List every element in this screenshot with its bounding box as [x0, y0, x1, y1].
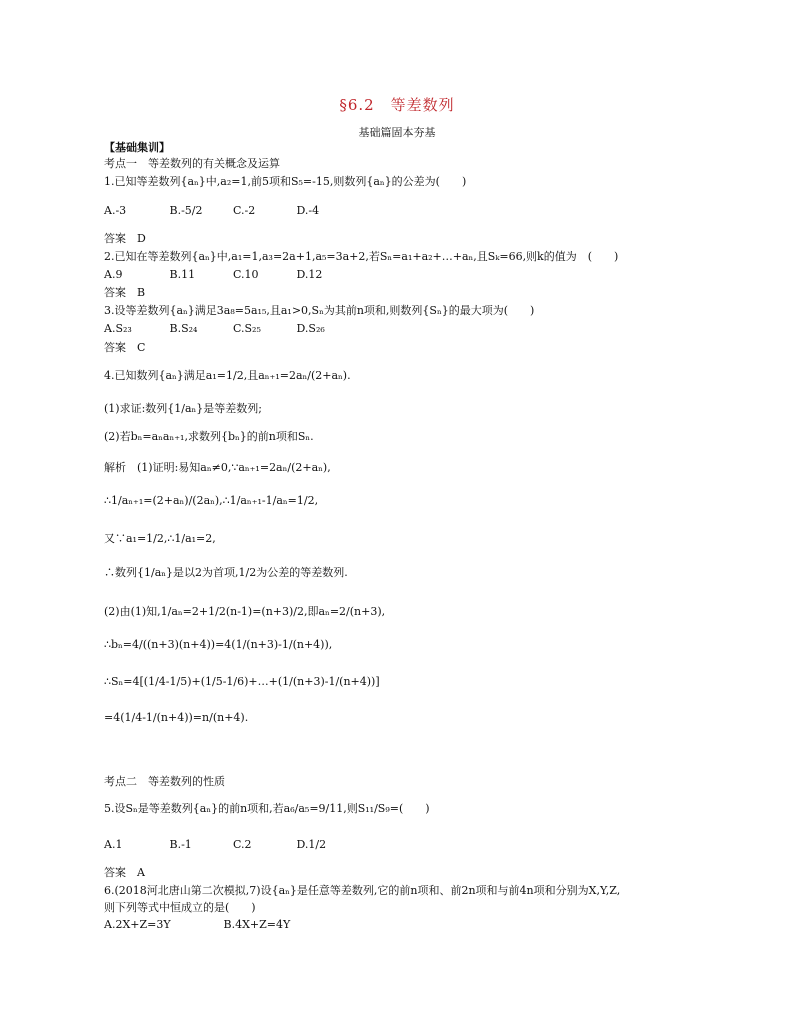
question-3-stem: 3.设等差数列{aₙ}满足3a₈=5a₁₅,且a₁>0,Sₙ为其前n项和,则数列{Sₙ}的最大项为( ) [104, 304, 535, 317]
option-a: A.1 [104, 838, 123, 851]
question-3-answer: 答案 C [104, 341, 146, 354]
solution-line-5: (2)由(1)知,1/aₙ=2+1/2(n-1)=(n+3)/2,即aₙ=2/(n+3), [104, 605, 386, 618]
question-6-stem-line-1: 6.(2018河北唐山第二次模拟,7)设{aₙ}是任意等差数列,它的前n项和、前2n项和与前4n项和分别为X,Y,Z, [104, 884, 621, 897]
option-d: D.12 [296, 268, 323, 281]
option-b: B.S₂₄ [169, 322, 198, 335]
solution-line-2: ∴1/aₙ₊₁=(2+aₙ)/(2aₙ),∴1/aₙ₊₁-1/aₙ=1/2, [104, 494, 319, 507]
topic-one-heading: 考点一 等差数列的有关概念及运算 [104, 157, 280, 170]
solution-line-8: =4(1/4-1/(n+4))=n/(n+4). [104, 711, 249, 724]
question-4-part-2: (2)若bₙ=aₙaₙ₊₁,求数列{bₙ}的前n项和Sₙ. [104, 430, 314, 443]
question-5-answer: 答案 A [104, 866, 145, 879]
option-c: C.2 [233, 838, 252, 851]
option-b: B.4X+Z=4Y [223, 918, 291, 931]
section-heading: 【基础集训】 [104, 141, 170, 154]
option-b: B.11 [169, 268, 196, 281]
question-1-answer: 答案 D [104, 232, 146, 245]
option-a: A.-3 [104, 204, 127, 217]
page-title: §6.2 等差数列 [339, 96, 455, 114]
solution-line-7: ∴Sₙ=4[(1/4-1/5)+(1/5-1/6)+…+(1/(n+3)-1/(n+4))] [104, 675, 380, 688]
question-1-stem: 1.已知等差数列{aₙ}中,a₂=1,前5项和S₅=-15,则数列{aₙ}的公差为( ) [104, 175, 467, 188]
topic-two-heading: 考点二 等差数列的性质 [104, 775, 225, 788]
option-c: C.10 [233, 268, 259, 281]
question-1-options [104, 204, 319, 218]
question-3-options [104, 322, 325, 336]
question-4-stem: 4.已知数列{aₙ}满足a₁=1/2,且aₙ₊₁=2aₙ/(2+aₙ). [104, 369, 351, 382]
question-2-options [104, 268, 322, 282]
question-5-options [104, 838, 326, 852]
question-5-stem: 5.设Sₙ是等差数列{aₙ}的前n项和,若a₆/a₅=9/11,则S₁₁/S₉=( ) [104, 802, 430, 815]
option-a: A.2X+Z=3Y [104, 918, 171, 931]
option-b: B.-1 [169, 838, 192, 851]
question-2-stem: 2.已知在等差数列{aₙ}中,a₁=1,a₃=2a+1,a₅=3a+2,若Sₙ=a₁+a₂+…+aₙ,且Sₖ=66,则k的值为 ( ) [104, 250, 619, 263]
option-c: C.S₂₅ [233, 322, 261, 335]
option-d: D.-4 [296, 204, 320, 217]
question-6-stem-line-2: 则下列等式中恒成立的是( ) [104, 901, 256, 914]
solution-line-4: ∴数列{1/aₙ}是以2为首项,1/2为公差的等差数列. [104, 566, 348, 579]
question-6-options [104, 918, 290, 932]
solution-line-6: ∴bₙ=4/((n+3)(n+4))=4(1/(n+3)-1/(n+4)), [104, 638, 333, 651]
option-d: D.1/2 [296, 838, 327, 851]
option-b: B.-5/2 [169, 204, 203, 217]
option-d: D.S₂₆ [296, 322, 325, 335]
solution-line-3: 又∵a₁=1/2,∴1/a₁=2, [104, 532, 216, 545]
page-subtitle: 基础篇固本夯基 [358, 126, 436, 139]
question-4-part-1: (1)求证:数列{1/aₙ}是等差数列; [104, 402, 263, 415]
option-a: A.S₂₃ [104, 322, 132, 335]
solution-line-1: 解析 (1)证明:易知aₙ≠0,∵aₙ₊₁=2aₙ/(2+aₙ), [104, 461, 331, 474]
option-a: A.9 [104, 268, 123, 281]
question-2-answer: 答案 B [104, 286, 146, 299]
option-c: C.-2 [233, 204, 256, 217]
